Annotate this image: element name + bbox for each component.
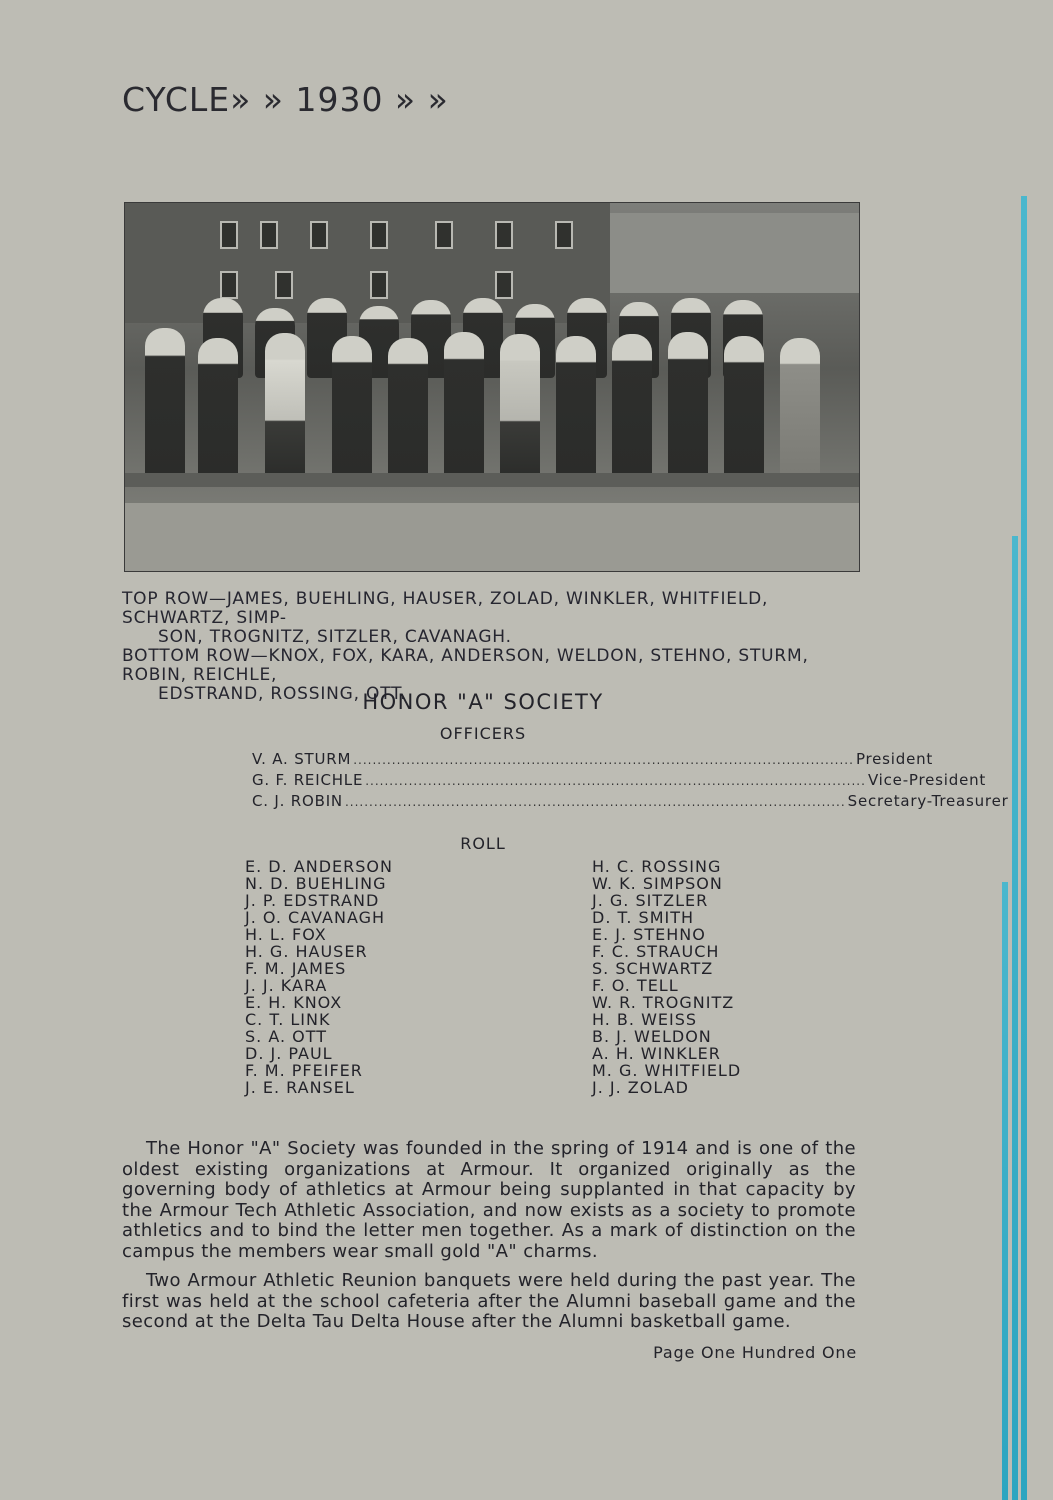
caption-bottom-row-line1: BOTTOM ROW—KNOX, FOX, KARA, ANDERSON, WELDON, STEHNO, STURM, ROBIN, REICHLE, [122, 646, 809, 685]
photo-person [668, 332, 708, 478]
roll-member: J. P. EDSTRAND [245, 891, 380, 910]
group-photo [124, 202, 860, 572]
roll-member: J. E. RANSEL [245, 1078, 355, 1097]
officer-name: C. J. ROBIN [252, 792, 343, 810]
history-paragraph: The Honor "A" Society was founded in the spring of 1914 and is one of the oldest existing organizations at Armour. It organized originally as the governing body of athletics at Armour being supplanted in that capacity by the Armour Tech Athletic Association, and now exists as a society to promote athletics and to bind the letter men together. As a mark of distinction on the campus the members wear small gold "A" charms. [122, 1138, 856, 1262]
photo-ground [125, 503, 859, 571]
roll-member: E. D. ANDERSON [245, 857, 393, 876]
officers-list [252, 749, 1009, 812]
officer-name: G. F. REICHLE [252, 771, 364, 789]
officer-name: V. A. STURM [252, 750, 352, 768]
roll-member: J. J. KARA [245, 976, 328, 995]
roll-member: S. SCHWARTZ [592, 959, 714, 978]
caption-top-row-line2: SON, TROGNITZ, SITZLER, CAVANAGH. [158, 627, 512, 647]
officers-heading: OFFICERS [439, 724, 527, 743]
photo-window [495, 271, 513, 299]
roll-member: N. D. BUEHLING [245, 874, 387, 893]
roll-member: J. O. CAVANAGH [245, 908, 386, 927]
photo-person [388, 338, 428, 478]
roll-member: E. H. KNOX [245, 993, 343, 1012]
roll-member: W. K. SIMPSON [592, 874, 723, 893]
leader-dots: ........................................................................................................ [353, 753, 854, 767]
photo-bench [125, 473, 859, 487]
photo-person [198, 338, 238, 478]
banquet-paragraph: Two Armour Athletic Reunion banquets were held during the past year. The first was held at the school cafeteria after the Alumni baseball game and the second at the Delta Tau Delta House after the Alumni basketball game. [122, 1270, 856, 1332]
officer-row [252, 749, 934, 770]
page-header-title: CYCLE» » 1930 » » [122, 80, 449, 119]
roll-list-right [592, 858, 741, 1096]
roll-member: A. H. WINKLER [592, 1044, 721, 1063]
roll-member: H. G. HAUSER [245, 942, 368, 961]
leader-dots: ........................................................................................................ [365, 774, 866, 788]
decorative-bar [1002, 882, 1008, 1500]
photo-person [332, 336, 372, 478]
photo-person [612, 334, 652, 478]
photo-caption [122, 590, 862, 704]
roll-member: M. G. WHITFIELD [592, 1061, 742, 1080]
photo-window [310, 221, 328, 249]
roll-member: J. J. ZOLAD [592, 1078, 689, 1097]
photo-person [500, 334, 540, 478]
roll-member: S. A. OTT [245, 1027, 328, 1046]
photo-window [260, 221, 278, 249]
photo-person [444, 332, 484, 478]
roll-member: F. M. PFEIFER [245, 1061, 363, 1080]
roll-heading: ROLL [460, 834, 506, 853]
leader-dots: ........................................................................................................ [344, 795, 846, 809]
roll-member: J. G. SITZLER [592, 891, 709, 910]
photo-window [370, 221, 388, 249]
roll-member: E. J. STEHNO [592, 925, 706, 944]
roll-member: H. C. ROSSING [592, 857, 722, 876]
photo-person [145, 328, 185, 478]
officer-title: President [855, 750, 934, 768]
page-number: Page One Hundred One [653, 1343, 857, 1362]
roll-member: D. T. SMITH [592, 908, 695, 927]
officer-row [252, 770, 987, 791]
decorative-bar [1012, 536, 1018, 1500]
photo-window [495, 221, 513, 249]
photo-building-right [610, 213, 859, 293]
photo-window [555, 221, 573, 249]
roll-member: W. R. TROGNITZ [592, 993, 735, 1012]
roll-member: F. C. STRAUCH [592, 942, 720, 961]
caption-bottom-row-line2: EDSTRAND, ROSSING, OTT. [158, 684, 407, 704]
photo-window [435, 221, 453, 249]
photo-person [724, 336, 764, 478]
photo-person [556, 336, 596, 478]
officer-title: Secretary-Treasurer [847, 792, 1009, 810]
photo-person [265, 333, 305, 478]
decorative-bar [1021, 196, 1027, 1500]
roll-member: H. L. FOX [245, 925, 327, 944]
photo-window [370, 271, 388, 299]
roll-member: F. M. JAMES [245, 959, 347, 978]
officer-row [252, 791, 1009, 812]
photo-window [275, 271, 293, 299]
society-title: HONOR "A" SOCIETY [362, 690, 604, 714]
roll-member: F. O. TELL [592, 976, 679, 995]
roll-member: B. J. WELDON [592, 1027, 712, 1046]
roll-member: C. T. LINK [245, 1010, 331, 1029]
photo-window [220, 221, 238, 249]
roll-member: D. J. PAUL [245, 1044, 333, 1063]
photo-person [780, 338, 820, 478]
photo-window [220, 271, 238, 299]
roll-list-left [245, 858, 393, 1096]
officer-title: Vice-President [867, 771, 987, 789]
caption-top-row-line1: TOP ROW—JAMES, BUEHLING, HAUSER, ZOLAD, WINKLER, WHITFIELD, SCHWARTZ, SIMP- [122, 589, 769, 628]
roll-member: H. B. WEISS [592, 1010, 698, 1029]
